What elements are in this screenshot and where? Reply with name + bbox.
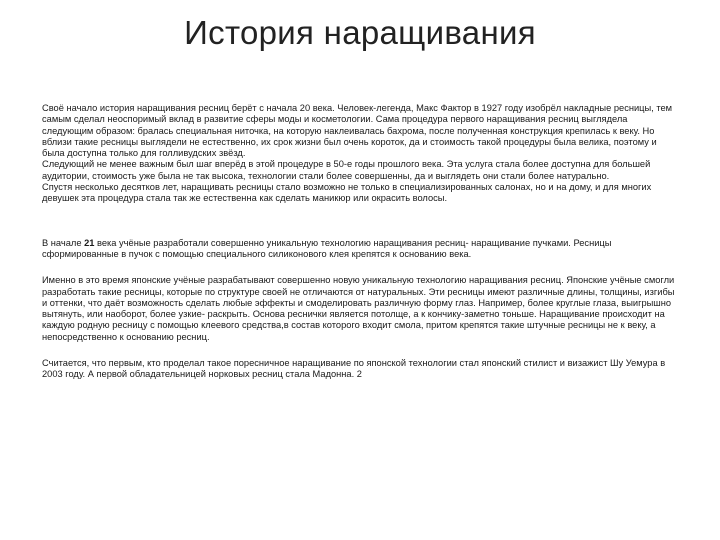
- p4-part2: века учёные разработали совершенно уникальную технологию наращивания ресниц- наращивание пучками. Ресницы сформированные в пучок с помощью специального силиконового клея крепятся к основанию века.: [42, 237, 612, 259]
- slide-body: [42, 103, 678, 381]
- paragraph-japanese-technology: Именно в это время японские учёные разрабатывают совершенно новую уникальную технологию наращивания ресниц. Японские учёные смогли разработать такие ресницы, которые по структуре своей не отличаются от натуральных. Эти ресницы имеют различные длины, толщины, изгибы и оттенки, что даёт возможность сделать любые эффекты и смоделировать различную форму глаз. Например, более круглые глаза, выигрышно вытянуть, или наоборот, более узкие- раскрыть. Основа реснички является потолще, а к кончику-заметно тоньше. Наращивание происходит на каждую родную ресницу с помощью клеевого средства,в состав которого входит смола, притом крепятся такие штучные ресницы не к веку, а непосредственно к основанию ресниц.: [42, 275, 675, 342]
- paragraph-home: Спустя несколько десятков лет, наращивать ресницы стало возможно не только в специализированных салонах, но и на дому, и для многих девушек эта процедура стала так же естественна как сделать маникюр или окрасить волосы.: [42, 182, 652, 204]
- spacer: [42, 260, 678, 275]
- paragraph-fifties: Следующий не менее важным был шаг вперёд в этой процедуре в 50-е годы прошлого века. Эта услуга стала более доступна для большей аудитории, стоимость уже была не так высока, технологии стали более совершенны, да и выглядеть они стали более натурально.: [42, 159, 651, 181]
- p4-bold-number: 21: [84, 237, 95, 248]
- spacer: [42, 205, 678, 238]
- p4-part1: В начале: [42, 237, 85, 248]
- slide-title: История наращивания: [184, 14, 536, 51]
- paragraph-21st-century: [42, 238, 678, 261]
- paragraph-first-person: Считается, что первым, кто проделал такое поресничное наращивание по японской технологии стал японский стилист и визажист Шу Уемура в 2003 году. А первой обладательницей норковых ресниц стала Мадонна. 2: [42, 358, 666, 380]
- spacer: [42, 343, 678, 358]
- paragraph-origin: Своё начало история наращивания ресниц берёт с начала 20 века. Человек-легенда, Макс Фактор в 1927 году изобрёл накладные ресницы, тем самым сделал неоспоримый вклад в развитие сферы моды и косметологии. Сама процедура первого наращивания ресниц выглядела следующим образом: бралась специальная ниточка, на которую наклеивалась бахрома, после полученная конструкция крепилась к веку. Но вблизи такие ресницы выглядели не естественно, их срок жизни был очень короток, да и стоимость такой процедуры была велика, поэтому и была доступна только для голливудских звёзд.: [42, 103, 673, 159]
